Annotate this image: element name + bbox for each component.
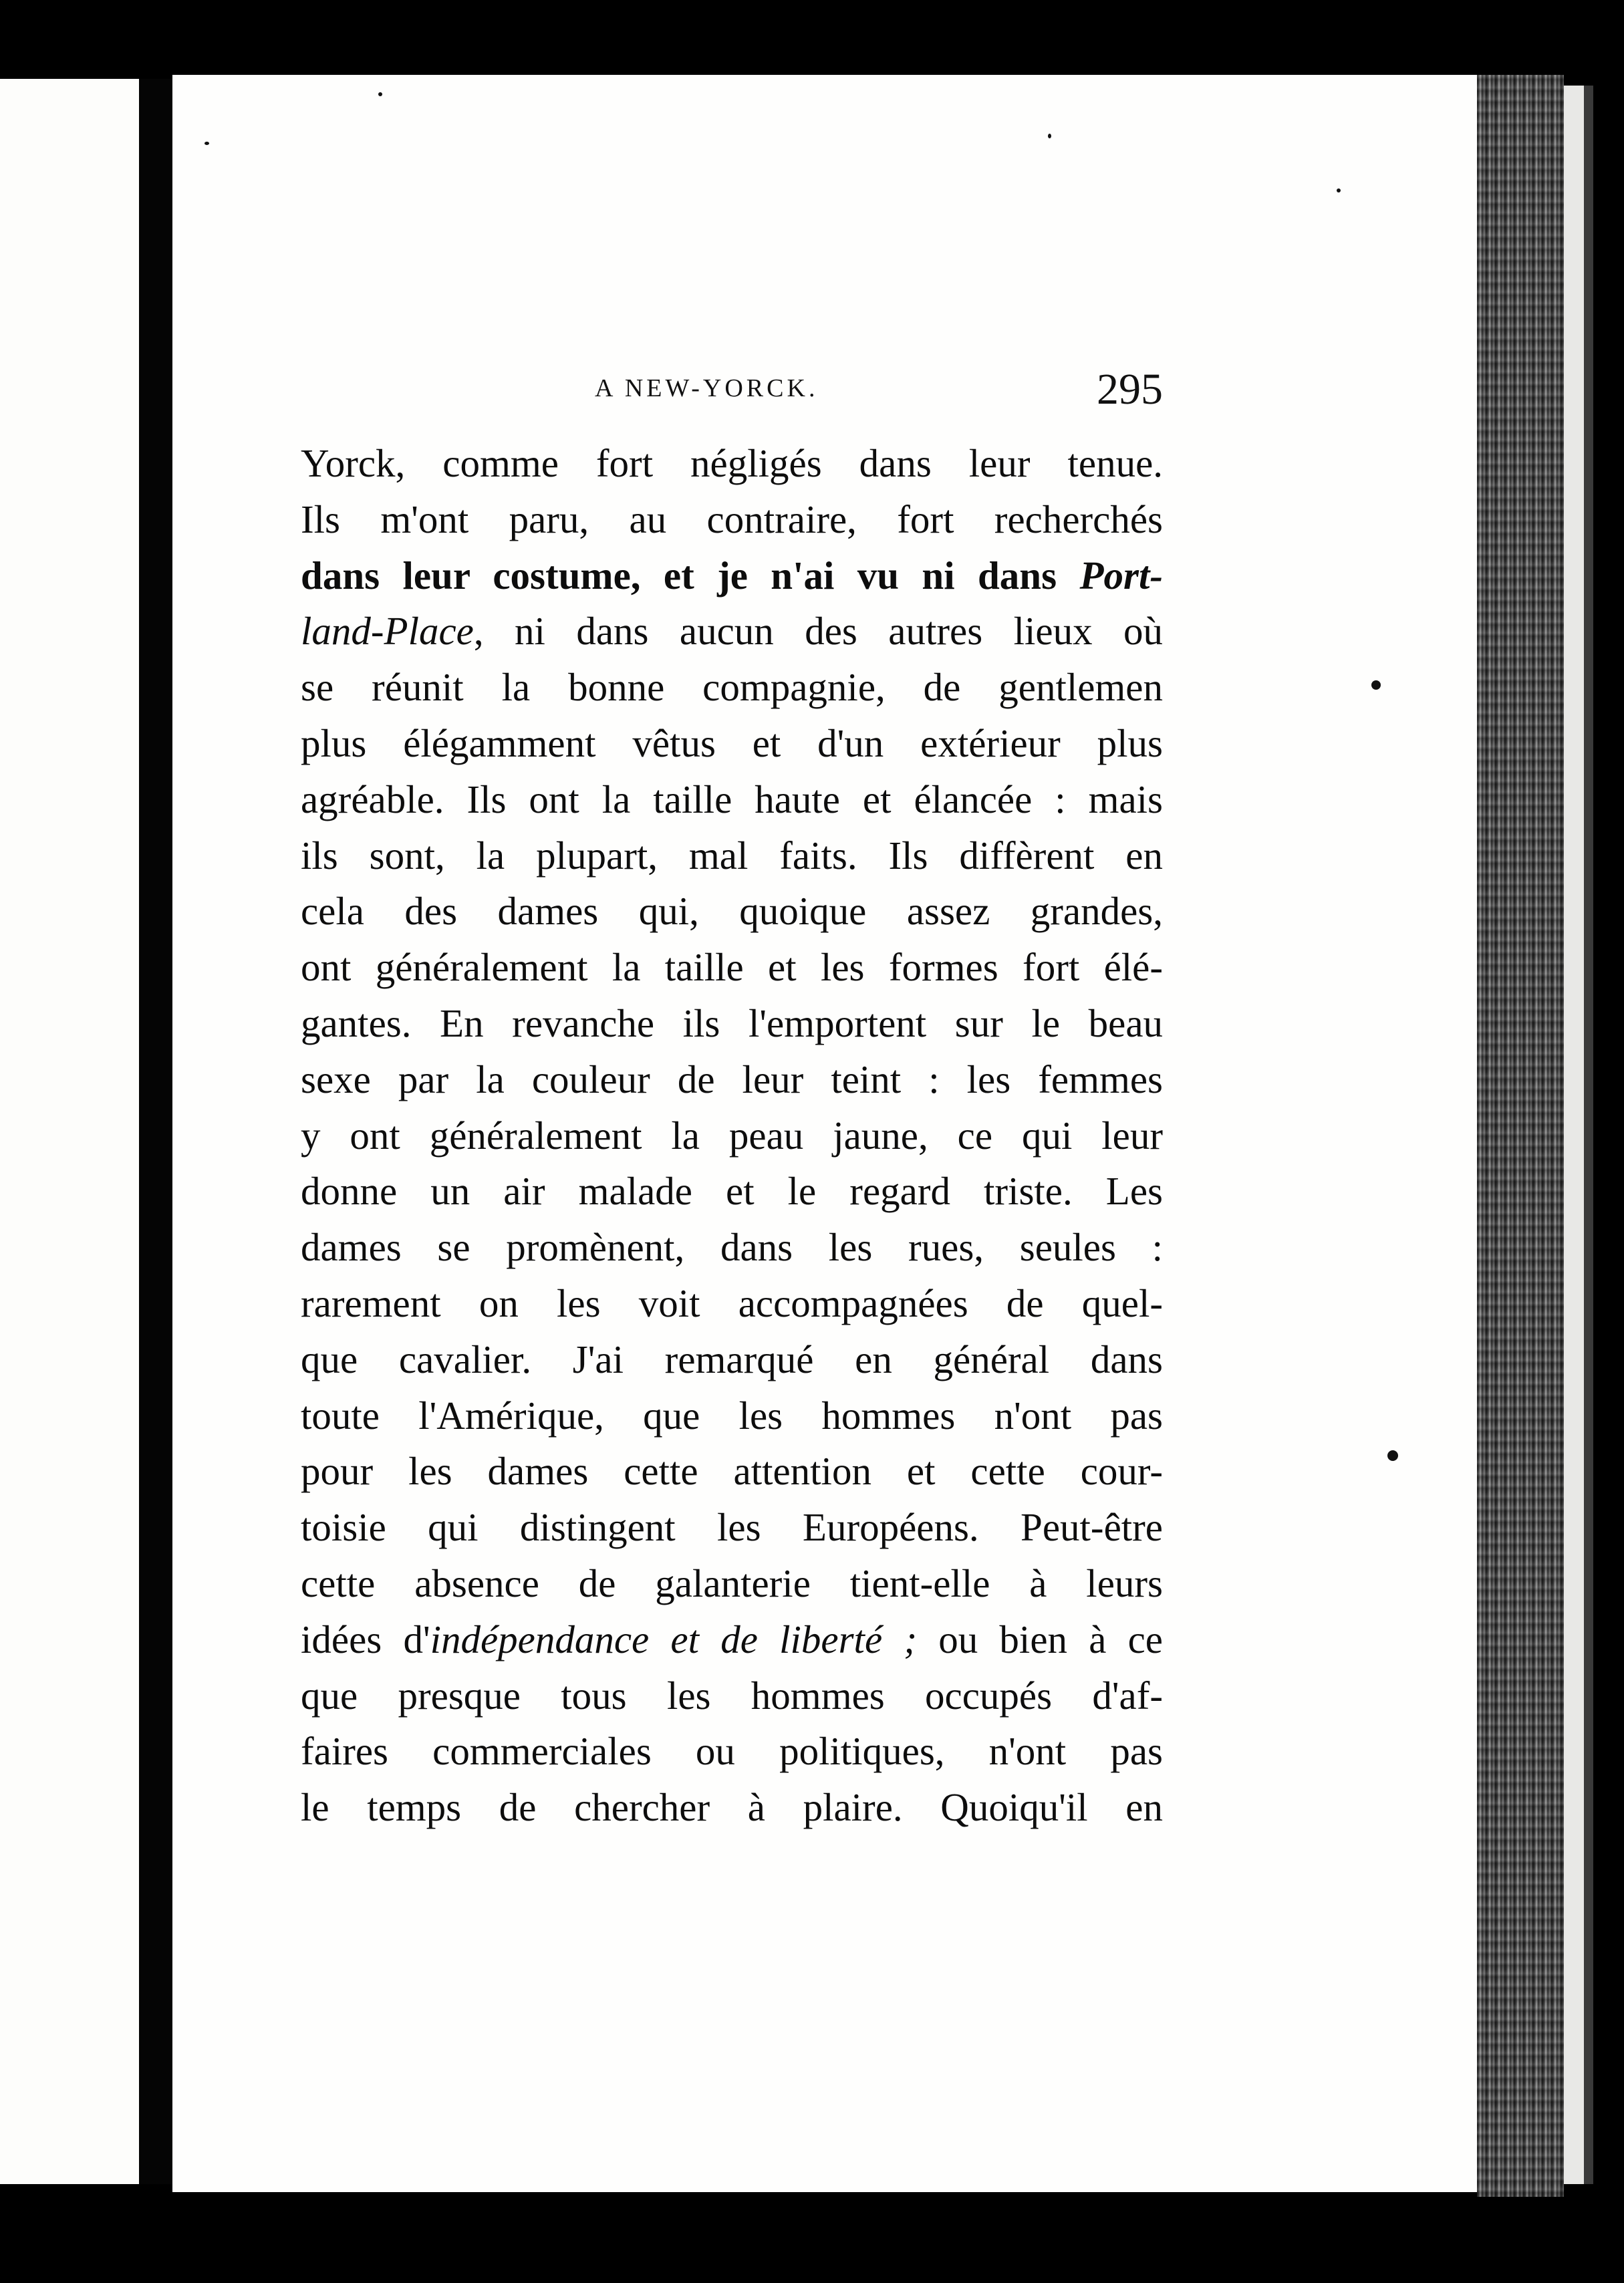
previous-page-edge [0, 79, 139, 2184]
text-line: rarement on les voit accompagnées de quel- [301, 1281, 1163, 1325]
ink-speck [1337, 188, 1341, 192]
text-line: Ils m'ont paru, au contraire, fort recherchés [301, 497, 1163, 541]
text-line: Yorck, comme fort négligés dans leur tenue. [301, 441, 1163, 485]
text-line: plus élégamment vêtus et d'un extérieur plus [301, 720, 1163, 765]
text-line: se réunit la bonne compagnie, de gentlemen [301, 665, 1163, 710]
text-line: toisie qui distingent les Européens. Peut-être [301, 1505, 1163, 1550]
text-line: land-Place, ni dans aucun des autres lieux où [301, 609, 1163, 654]
italic-text: land-Place [301, 609, 474, 654]
text-line: y ont généralement la peau jaune, ce qui leur [301, 1113, 1163, 1158]
body-text [301, 436, 1163, 1836]
italic-text: indépendance et de liberté ; [430, 1617, 917, 1661]
back-cover-border [1584, 86, 1593, 2184]
text-line: idées d'indépendance et de liberté ; ou bien à ce [301, 1617, 1163, 1661]
text-line: cela des dames qui, quoique assez grandes, [301, 889, 1163, 934]
ink-speck [205, 142, 209, 145]
running-head-title: A NEW-YORCK. [595, 374, 819, 402]
text-line: donne un air malade et le regard triste. Les [301, 1169, 1163, 1214]
ink-speck [1387, 1450, 1398, 1461]
text-line: ont généralement la taille et les formes fort élé- [301, 945, 1163, 990]
book-gutter [139, 79, 172, 2184]
running-head [301, 364, 1163, 418]
text-line: dames se promènent, dans les rues, seules : [301, 1225, 1163, 1270]
ink-speck [1371, 680, 1381, 690]
text-line: dans leur costume, et je n'ai vu ni dans Port- [301, 553, 1163, 597]
text-line: le temps de chercher à plaire. Quoiqu'il en [301, 1785, 1163, 1830]
back-cover-edge [1564, 86, 1584, 2184]
text-line: ils sont, la plupart, mal faits. Ils diffèrent en [301, 833, 1163, 878]
text-line: sexe par la couleur de leur teint : les femmes [301, 1057, 1163, 1101]
text-line: faires commerciales ou politiques, n'ont pas [301, 1729, 1163, 1774]
text-line: cette absence de galanterie tient-elle à leurs [301, 1561, 1163, 1605]
text-line: gantes. En revanche ils l'emportent sur le beau [301, 1000, 1163, 1045]
text-line: pour les dames cette attention et cette cour- [301, 1449, 1163, 1494]
page-stack-edge-shading [1477, 75, 1564, 2197]
text-line: toute l'Amérique, que les hommes n'ont pas [301, 1393, 1163, 1438]
italic-text: Port- [1079, 553, 1163, 597]
page-number: 295 [1097, 365, 1163, 414]
text-line: que cavalier. J'ai remarqué en général dans [301, 1337, 1163, 1381]
text-line: agréable. Ils ont la taille haute et élancée : mais [301, 777, 1163, 821]
ink-speck [1048, 134, 1051, 138]
text-line: que presque tous les hommes occupés d'af- [301, 1673, 1163, 1718]
ink-speck [378, 92, 382, 96]
